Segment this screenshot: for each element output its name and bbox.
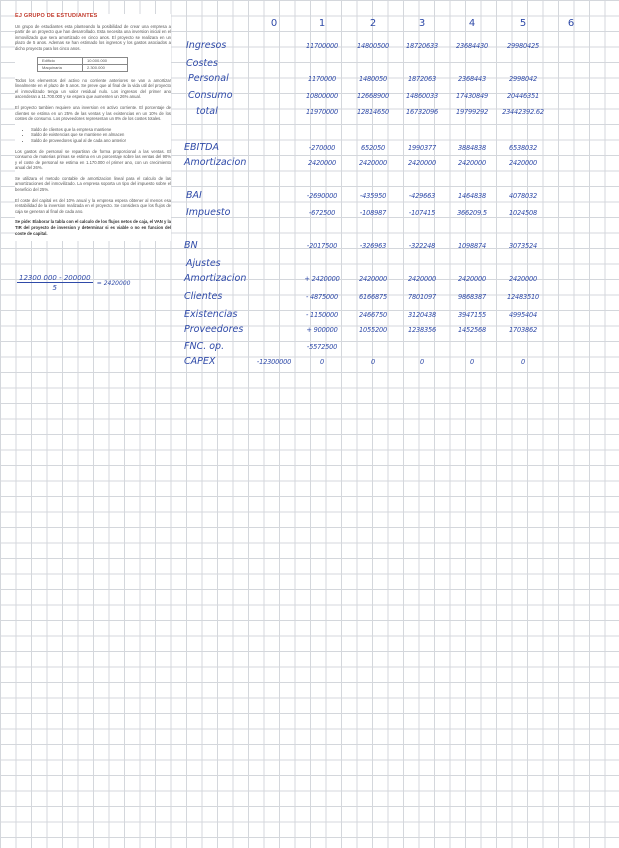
cell-value: 12814650 xyxy=(357,108,389,116)
amortization-formula xyxy=(17,274,130,292)
exercise-title: EJ GRUPO DE ESTUDIANTES xyxy=(15,13,98,19)
row-label: Costes xyxy=(186,58,218,69)
table-row xyxy=(38,64,128,71)
statement-list xyxy=(15,127,171,144)
cell-value: 1990377 xyxy=(408,144,436,152)
cell-value: 0 xyxy=(420,358,424,366)
cell-value: -107415 xyxy=(408,209,436,217)
cell-value: -326963 xyxy=(359,242,387,250)
year-header-2: 2 xyxy=(369,18,377,29)
cell-value: 10800000 xyxy=(306,92,338,100)
cell-value: 11970000 xyxy=(306,108,338,116)
table-cell: Edificio xyxy=(38,57,83,64)
list-item: • Saldo de clientes que la empresa mantiene xyxy=(31,127,171,133)
year-header-4: 4 xyxy=(468,18,476,29)
row-label: Amortizacion xyxy=(184,273,247,284)
cell-value: 2420000 xyxy=(408,159,436,167)
cell-value: -12300000 xyxy=(256,358,292,366)
cell-value: 12668900 xyxy=(357,92,389,100)
cell-value: 6538032 xyxy=(509,144,537,152)
cell-value: 2420000 xyxy=(458,275,486,283)
year-header-5: 5 xyxy=(519,18,527,29)
cell-value: 0 xyxy=(371,358,375,366)
cell-value: 20446351 xyxy=(507,92,539,100)
row-label: Clientes xyxy=(184,291,223,302)
row-label: BN xyxy=(184,240,198,251)
year-header-6: 6 xyxy=(567,18,575,29)
cell-value: 3120438 xyxy=(408,311,436,319)
cell-value: 1170000 xyxy=(308,75,336,83)
table-cell: Maquinaria xyxy=(38,64,83,71)
cell-value: -270000 xyxy=(308,144,336,152)
cell-value: 2466750 xyxy=(359,311,387,319)
table-row xyxy=(38,57,128,64)
list-item: • Saldo de existencias que se mantiene en almacen xyxy=(31,132,171,138)
statement-paragraph-3: El proyecto tambien requiere una inversion en activo corriente. El porcentaje de clientes se estima en un 25% de las ventas y las existencias en un 10% de los costes de consumo. Los proveedores representan un 8% de los costes totales. xyxy=(15,104,171,122)
cell-value: 4995404 xyxy=(509,311,537,319)
cell-value: 3073524 xyxy=(509,242,537,250)
cell-value: -672500 xyxy=(308,209,336,217)
cell-value: 2420000 xyxy=(359,159,387,167)
cell-value: 2368443 xyxy=(458,75,486,83)
cell-value: 1703862 xyxy=(509,326,537,334)
formula-numerator: 12300 000 - 200000 xyxy=(19,274,91,282)
cell-value: + 900000 xyxy=(306,326,338,334)
cell-value: -108987 xyxy=(359,209,387,217)
exercise-statement xyxy=(15,14,171,241)
cell-value: 23442392.62 xyxy=(502,108,544,116)
list-item: • Saldo de proveedores igual al de cada ano anterior xyxy=(31,138,171,144)
cell-value: 16732096 xyxy=(406,108,438,116)
formula-denominator: 5 xyxy=(52,284,58,292)
cell-value: 366209.5 xyxy=(457,209,487,217)
cell-value: -322248 xyxy=(408,242,436,250)
cell-value: 2420000 xyxy=(359,275,387,283)
row-label: Consumo xyxy=(188,90,233,101)
row-label: BAI xyxy=(186,190,202,201)
table-cell: 10.000.000 xyxy=(83,57,128,64)
cell-value: 1452568 xyxy=(458,326,486,334)
cell-value: -2017500 xyxy=(306,242,338,250)
formula-fraction xyxy=(17,274,93,292)
cell-value: 1098874 xyxy=(458,242,486,250)
row-label: Proveedores xyxy=(184,324,244,335)
row-label: Impuesto xyxy=(186,207,231,218)
cell-value: 1872063 xyxy=(408,75,436,83)
year-header-1: 1 xyxy=(318,18,326,29)
cell-value: 14860033 xyxy=(406,92,438,100)
cell-value: -429663 xyxy=(408,192,436,200)
cell-value: + 2420000 xyxy=(304,275,340,283)
year-header-3: 3 xyxy=(418,18,426,29)
cell-value: 1055200 xyxy=(359,326,387,334)
statement-paragraph-1: Un grupo de estudiantes esta planteando la posibilidad de crear una empresa a partir de un proyecto que han desarrollado. Esta necesita una inversion inicial en el inmovilizado que sera amortizado en cinco anos. El proyecto se realizara en un plazo de 5 anos. Ademas se han estimado los ingresos y los gastos asociados a dicho proyecto para los cinco anos. xyxy=(15,23,171,51)
cell-value: - 1150000 xyxy=(305,311,339,319)
cell-value: 14800500 xyxy=(357,42,389,50)
cell-value: 17430849 xyxy=(456,92,488,100)
cell-value: 11700000 xyxy=(306,42,338,50)
row-label: Amortizacion xyxy=(184,157,247,168)
cell-value: 3947155 xyxy=(458,311,486,319)
cell-value: 9868387 xyxy=(458,293,486,301)
statement-paragraph-6: El coste del capital es del 10% anual y la empresa espera obtener al menos esa rentabilidad de la inversion realizada en el proyecto. Se considera que los flujos de caja se generan al final de cada ano. xyxy=(15,197,171,214)
cell-value: 12483510 xyxy=(507,293,539,301)
statement-task: Se pide: Elaborar la tabla con el calculo de los flujos netos de caja, el VAN y la TIR del proyecto de inversion y determinar si es viable o no en funcion del coste de capital. xyxy=(15,219,171,236)
cell-value: -435950 xyxy=(359,192,387,200)
cell-value: 4078032 xyxy=(509,192,537,200)
formula-result: = 2420000 xyxy=(96,279,131,287)
cell-value: 23684430 xyxy=(456,42,488,50)
cell-value: 2998042 xyxy=(509,75,537,83)
cell-value: 18720633 xyxy=(406,42,438,50)
cell-value: - 4875000 xyxy=(305,293,339,301)
row-label: total xyxy=(196,106,218,117)
cell-value: 19799292 xyxy=(456,108,488,116)
statement-paragraph-2: Todos los elementos del activo no corriente anteriores se van a amortizar linealmente en el plazo de 5 anos. Se preve que al final de la vida util del proyecto el inmovilizado tenga un valor residual nulo. Los ingresos del primer ano ascenderan a 11.700.000 y se espera que aumenten un 26% anual. xyxy=(15,77,171,100)
row-label: Existencias xyxy=(184,309,238,320)
cell-value: 6166875 xyxy=(359,293,387,301)
cell-value: 2420000 xyxy=(408,275,436,283)
cell-value: 2420000 xyxy=(308,159,336,167)
statement-paragraph-4: Los gastos de personal se repartiran de forma proporcional a las ventas. El consumo de materias primas se estima en un porcentaje sobre las ventas del 90% y el coste de personal se estima en 1.170.000 el primer ano, con un crecimiento anual del 26%. xyxy=(15,148,171,171)
cell-value: 2420000 xyxy=(509,275,537,283)
cell-value: -2690000 xyxy=(306,192,338,200)
table-cell: 2.300.000 xyxy=(83,64,128,71)
cell-value: 1464838 xyxy=(458,192,486,200)
row-label: FNC. op. xyxy=(184,341,225,352)
row-label: EBITDA xyxy=(184,142,219,153)
cell-value: 3884838 xyxy=(458,144,486,152)
cell-value: 1238356 xyxy=(408,326,436,334)
cell-value: 1480050 xyxy=(359,75,387,83)
row-label: CAPEX xyxy=(184,356,216,367)
cell-value: 0 xyxy=(521,358,525,366)
cell-value: 2420000 xyxy=(509,159,537,167)
cell-value: 1024508 xyxy=(509,209,537,217)
investment-table xyxy=(37,57,128,72)
row-label: Personal xyxy=(188,73,229,84)
cell-value: -5572500 xyxy=(306,343,338,351)
cell-value: 0 xyxy=(470,358,474,366)
cell-value: 29980425 xyxy=(507,42,539,50)
row-label: Ingresos xyxy=(186,40,227,51)
cell-value: 0 xyxy=(320,358,324,366)
cell-value: 2420000 xyxy=(458,159,486,167)
year-header-0: 0 xyxy=(270,18,278,29)
cell-value: 7801097 xyxy=(408,293,436,301)
row-label: Ajustes xyxy=(186,258,221,269)
cell-value: 652050 xyxy=(361,144,385,152)
statement-paragraph-5: Se utilizara el metodo contable de amortizacion lineal para el calculo de las amortizaciones del inmovilizado. La empresa soporta un tipo del impuesto sobre el beneficio del 25%. xyxy=(15,175,171,193)
